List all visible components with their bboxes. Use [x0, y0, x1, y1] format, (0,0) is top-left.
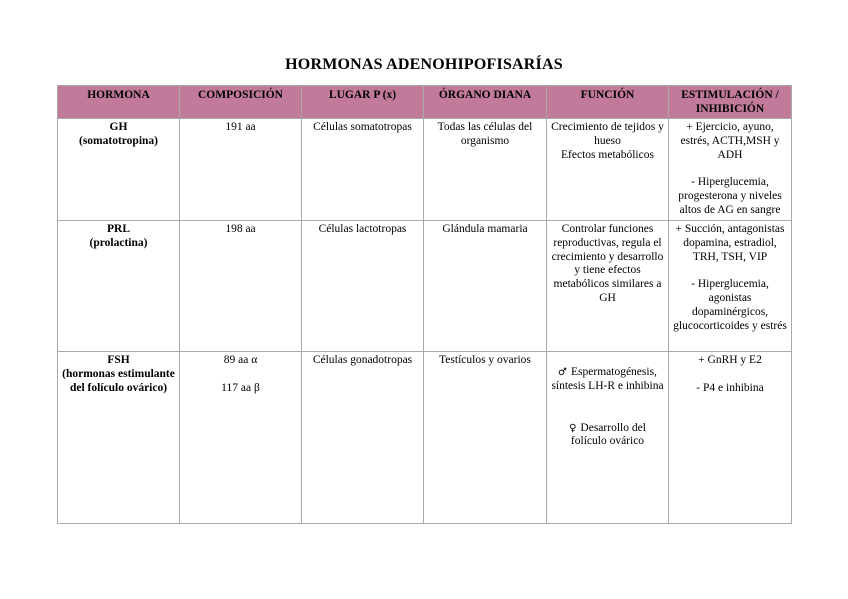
cell-organo: Todas las células del organismo — [424, 119, 547, 221]
cell-funcion — [547, 352, 669, 524]
cell-hormona — [58, 119, 180, 221]
cell-organo: Testículos y ovarios — [424, 352, 547, 524]
composition-beta: 117 aa β — [221, 381, 260, 394]
inhibition-text: - P4 e inhibina — [696, 381, 764, 394]
stimulation-text: + Succión, antagonistas dopamina, estradiol, TRH, TSH, VIP — [675, 223, 785, 263]
hormone-subname: (hormonas estimulante del folículo ovárico) — [62, 367, 175, 394]
header-lugar: LUGAR P (x) — [302, 86, 424, 119]
header-composicion: COMPOSICIÓN — [180, 86, 302, 119]
inhibition-text: - Hiperglucemia, agonistas dopaminérgicos, glucocorticoides y estrés — [673, 278, 787, 332]
cell-composicion: 198 aa — [180, 221, 302, 352]
cell-composicion: 191 aa — [180, 119, 302, 221]
header-estimulacion: ESTIMULACIÓN / INHIBICIÓN — [669, 86, 792, 119]
header-row — [58, 86, 792, 119]
inhibition-text: - Hiperglucemia, progesterona y niveles altos de AG en sangre — [678, 176, 782, 216]
cell-estimulacion — [669, 119, 792, 221]
cell-organo: Glándula mamaria — [424, 221, 547, 352]
cell-hormona — [58, 221, 180, 352]
function-female: ♀ Desarrollo del folículo ovárico — [569, 421, 646, 448]
stimulation-text: + GnRH y E2 — [698, 354, 762, 366]
table-row — [58, 352, 792, 524]
composition-alpha: 89 aa α — [223, 354, 258, 366]
cell-lugar: Células lactotropas — [302, 221, 424, 352]
cell-lugar: Células somatotropas — [302, 119, 424, 221]
cell-hormona — [58, 352, 180, 524]
hormones-table — [57, 85, 792, 524]
cell-lugar: Células gonadotropas — [302, 352, 424, 524]
header-hormona: HORMONA — [58, 86, 180, 119]
hormone-name: FSH — [107, 354, 130, 366]
cell-composicion — [180, 352, 302, 524]
hormone-subname: (somatotropina) — [78, 134, 158, 147]
cell-estimulacion — [669, 221, 792, 352]
female-symbol-icon: ♀ — [569, 422, 577, 434]
hormone-name: GH — [109, 121, 128, 133]
stimulation-text: + Ejercicio, ayuno, estrés, ACTH,MSH y ADH — [680, 121, 780, 161]
function-male: ♂ Espermatogénesis, síntesis LH-R e inhibina — [551, 366, 664, 392]
header-organo: ÓRGANO DIANA — [424, 86, 547, 119]
cell-funcion: Controlar funciones reproductivas, regula el crecimiento y desarrollo y tiene efectos metabólicos similares a GH — [547, 221, 669, 352]
hormone-subname: (prolactina) — [89, 236, 148, 249]
cell-funcion: Crecimiento de tejidos y hueso Efectos metabólicos — [547, 119, 669, 221]
male-symbol-icon: ♂ — [558, 367, 568, 378]
document-title: HORMONAS ADENOHIPOFISARÍAS — [285, 56, 563, 73]
header-funcion: FUNCIÓN — [547, 86, 669, 119]
cell-estimulacion — [669, 352, 792, 524]
table-row — [58, 221, 792, 352]
table-row — [58, 119, 792, 221]
hormone-name: PRL — [107, 223, 130, 235]
